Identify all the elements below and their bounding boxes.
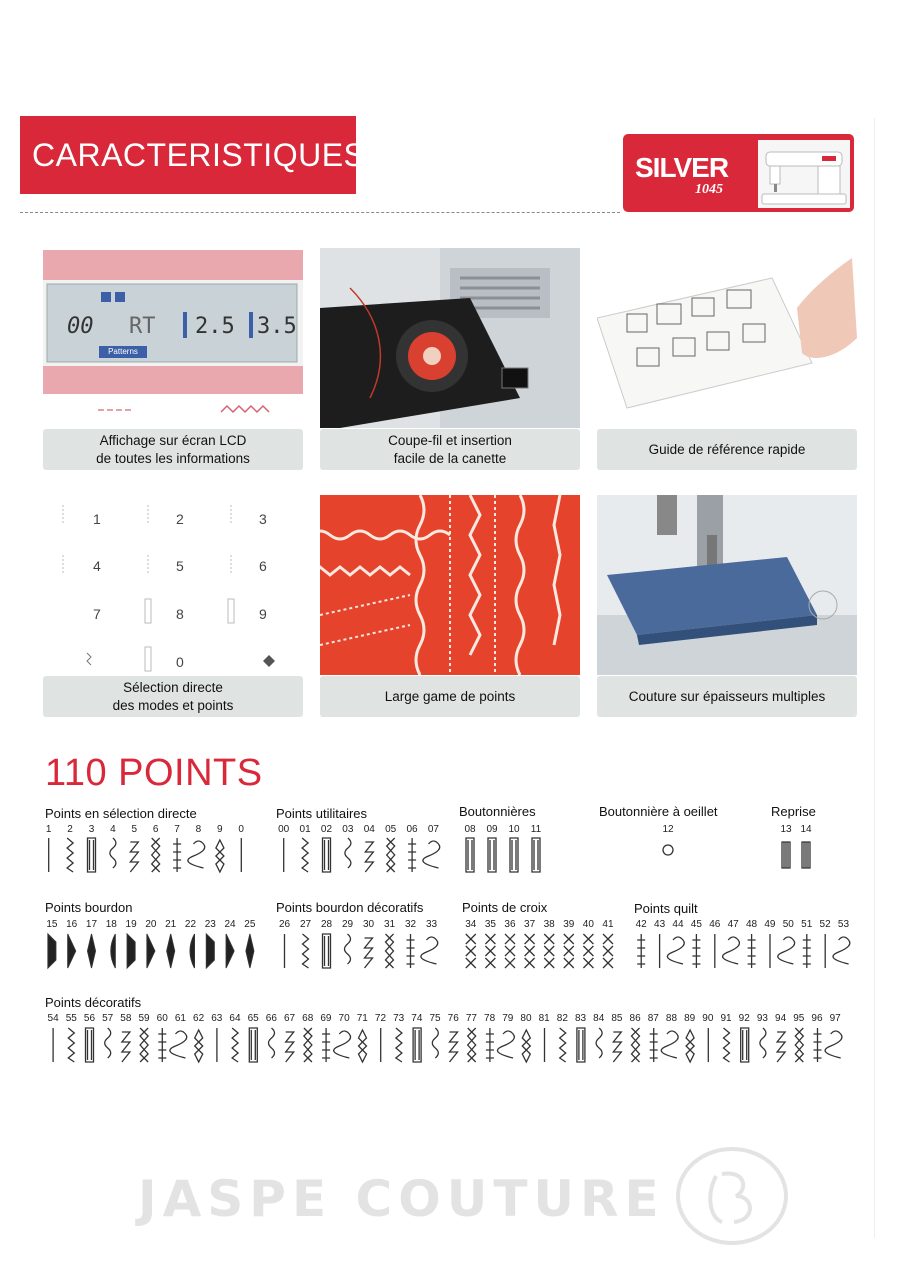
stitch-pattern-53-icon — [833, 937, 850, 964]
stitch-pattern-84-icon — [596, 1028, 602, 1058]
stitch-pattern-93-icon — [760, 1028, 766, 1058]
stitch-number: 53 — [837, 919, 850, 930]
stitch-number: 15 — [46, 919, 58, 930]
stitch-pattern-3-icon — [88, 838, 96, 872]
brand-name: SILVER — [635, 152, 729, 183]
feature-caption — [43, 676, 303, 717]
stitch-pattern-57-icon — [105, 1028, 111, 1058]
stitch-number: 36 — [504, 919, 516, 930]
stitch-number: 35 — [484, 919, 496, 930]
stitch-number: 6 — [152, 824, 159, 835]
stitch-number: 66 — [265, 1013, 277, 1024]
stitch-number: 45 — [690, 919, 702, 930]
stitch-pattern-51-icon — [803, 934, 811, 968]
stitch-pattern-03-icon — [345, 838, 351, 868]
stitch-number: 83 — [574, 1013, 587, 1024]
stitch-pattern-86-icon — [632, 1028, 640, 1062]
stitch-pattern-67-icon — [286, 1032, 294, 1062]
stitch-number: 38 — [543, 919, 555, 930]
stitch-number: 16 — [66, 919, 78, 930]
stitch-number: 22 — [184, 919, 197, 930]
numbers-eyelet — [657, 824, 679, 835]
lcd-width: 3.5 — [257, 314, 297, 339]
stitch-pattern-14-icon — [802, 842, 810, 868]
stitch-pattern-06-icon — [408, 838, 416, 872]
group-label-decorative: Points décoratifs — [45, 995, 142, 1010]
stitch-pattern-7-icon — [173, 838, 181, 872]
stitch-pattern-65-icon — [249, 1028, 257, 1062]
caption-line: facile de la canette — [393, 450, 507, 466]
stitch-pattern-70-icon — [334, 1031, 351, 1058]
sewing-machine-icon — [758, 140, 850, 208]
stitch-pattern-23-icon — [206, 934, 214, 968]
stitch-number: 56 — [83, 1013, 96, 1024]
stitch-pattern-42-icon — [637, 934, 645, 968]
keypad-stitch-icons — [43, 495, 303, 675]
stitch-pattern-94-icon — [777, 1032, 785, 1062]
stitch-pattern-45-icon — [692, 934, 700, 968]
group-label-eyelet: Boutonnière à oeillet — [599, 804, 718, 819]
stitch-number: 70 — [338, 1013, 350, 1024]
stitch-pattern-92-icon — [741, 1028, 749, 1062]
key-5: 5 — [176, 558, 184, 574]
brand-model: 1045 — [695, 182, 723, 197]
stitch-number: 51 — [801, 919, 813, 930]
stitch-number: 44 — [672, 919, 684, 930]
stitch-pattern-9-icon — [216, 840, 224, 872]
stitch-number: 68 — [302, 1013, 314, 1024]
stitch-number: 79 — [502, 1013, 514, 1024]
stitch-pattern-28-icon — [323, 934, 331, 968]
stitch-pattern-78-icon — [486, 1028, 494, 1062]
stitch-pattern-38-icon — [544, 934, 554, 968]
stitch-number: 74 — [411, 1013, 423, 1024]
stitch-pattern-32-icon — [407, 934, 415, 968]
stitch-pattern-17-icon — [88, 934, 96, 968]
stitch-pattern-44-icon — [667, 937, 684, 964]
stitch-number: 88 — [665, 1013, 678, 1024]
stitch-fabric-photo — [320, 495, 580, 675]
stitch-number: 48 — [745, 919, 758, 930]
stitch-pattern-34-icon — [466, 934, 476, 968]
stitch-pattern-88-icon — [661, 1031, 678, 1058]
stitches-quilt — [632, 932, 853, 975]
stitch-pattern-48-icon — [748, 934, 756, 968]
stitch-number: 2 — [67, 824, 73, 835]
stitch-pattern-24-icon — [226, 934, 234, 968]
group-label-satin: Points bourdon — [45, 900, 133, 915]
stitches-buttonholes — [459, 836, 547, 879]
stitch-pattern-60-icon — [158, 1028, 166, 1062]
stitch-number: 25 — [244, 919, 256, 930]
stitch-number: 57 — [102, 1013, 114, 1024]
caption-line: Large game de points — [384, 688, 516, 704]
stitch-pattern-35-icon — [485, 934, 495, 968]
feature-caption — [320, 676, 580, 717]
caption-line: Guide de référence rapide — [648, 441, 806, 457]
key-2: 2 — [176, 511, 184, 527]
stitches-direct — [38, 836, 252, 879]
stitch-number: 01 — [299, 824, 311, 835]
numbers-satin — [42, 919, 260, 930]
stitch-number: 92 — [738, 1013, 750, 1024]
stitch-pattern-07-icon — [423, 841, 440, 868]
stitch-number: 89 — [684, 1013, 696, 1024]
stitch-number: 49 — [764, 919, 776, 930]
stitches-eyelet — [657, 836, 679, 879]
key-3: 3 — [259, 511, 267, 527]
keypad-photo — [43, 495, 303, 675]
stitch-pattern-73-icon — [396, 1028, 402, 1062]
stitch-number: 94 — [775, 1013, 787, 1024]
key-1: 1 — [93, 511, 101, 527]
stitch-number: 14 — [800, 824, 812, 835]
stitch-number: 31 — [383, 919, 396, 930]
stitch-pattern-62-icon — [195, 1030, 203, 1062]
stitch-number: 81 — [538, 1013, 550, 1024]
stitch-pattern-22-icon — [190, 934, 195, 968]
stitch-number: 69 — [320, 1013, 332, 1024]
stitch-pattern-36-icon — [505, 934, 515, 968]
stitch-pattern-91-icon — [724, 1028, 730, 1062]
stitches-satin — [42, 932, 260, 975]
group-label-satin-deco: Points bourdon décoratifs — [276, 900, 424, 915]
caption-line: des modes et points — [112, 697, 234, 713]
stitch-number: 30 — [362, 919, 375, 930]
stitch-number: 21 — [165, 919, 177, 930]
stitch-pattern-96-icon — [814, 1028, 822, 1062]
stitch-number: 84 — [593, 1013, 605, 1024]
stitch-number: 78 — [484, 1013, 496, 1024]
stitches-satin-deco — [274, 932, 442, 975]
stitch-number: 55 — [65, 1013, 77, 1024]
stitch-pattern-82-icon — [560, 1028, 566, 1062]
stitch-pattern-29-icon — [345, 934, 351, 964]
stitch-number: 41 — [602, 919, 614, 930]
stitch-pattern-59-icon — [140, 1028, 148, 1062]
numbers-buttonholes — [459, 824, 547, 835]
stitch-number: 02 — [320, 824, 333, 835]
feature-caption — [43, 429, 303, 470]
stitch-number: 90 — [702, 1013, 714, 1024]
stitch-number: 37 — [524, 919, 536, 930]
stitch-pattern-95-icon — [795, 1028, 803, 1062]
stitch-number: 58 — [120, 1013, 132, 1024]
stitch-number: 80 — [520, 1013, 532, 1024]
numbers-cross — [461, 919, 618, 930]
caption-line: Affichage sur écran LCD — [99, 432, 247, 448]
stitch-pattern-89-icon — [686, 1030, 694, 1062]
lcd-length: 2.5 — [195, 314, 235, 339]
stitch-pattern-37-icon — [525, 934, 535, 968]
group-label-utility: Points utilitaires — [276, 806, 368, 821]
jaspe-couture-logo-icon — [676, 1146, 788, 1246]
key-0: 0 — [176, 654, 184, 670]
stitch-number: 61 — [174, 1013, 186, 1024]
stitch-number: 26 — [278, 919, 291, 930]
stitch-number: 40 — [582, 919, 594, 930]
stitch-number: 76 — [447, 1013, 459, 1024]
stitch-pattern-33-icon — [421, 937, 438, 964]
stitch-number: 43 — [654, 919, 666, 930]
stitch-number: 27 — [299, 919, 312, 930]
stitch-number: 3 — [88, 824, 95, 835]
stitch-number: 33 — [425, 919, 438, 930]
stitch-number: 05 — [385, 824, 397, 835]
stitch-pattern-05-icon — [387, 838, 395, 872]
stitch-pattern-01-icon — [302, 838, 308, 872]
stitch-pattern-12-icon — [663, 845, 673, 855]
stitch-number: 60 — [156, 1013, 168, 1024]
stitch-number: 96 — [811, 1013, 823, 1024]
stitch-pattern-20-icon — [147, 934, 155, 968]
stitch-number: 62 — [193, 1013, 205, 1024]
denim-photo — [597, 495, 857, 675]
stitch-number: 11 — [530, 824, 542, 835]
stitch-number: 77 — [465, 1013, 477, 1024]
stitch-pattern-30-icon — [365, 938, 373, 968]
stitch-number: 65 — [247, 1013, 259, 1024]
stitch-number: 82 — [556, 1013, 568, 1024]
stitch-pattern-76-icon — [450, 1032, 458, 1062]
feature-caption — [320, 429, 580, 470]
stitch-pattern-55-icon — [68, 1028, 74, 1062]
feature-caption — [597, 429, 857, 470]
key-7: 7 — [93, 606, 101, 622]
key-6: 6 — [259, 558, 267, 574]
stitch-pattern-6-icon — [152, 838, 160, 872]
stitches-utility — [273, 836, 445, 879]
stitch-pattern-10-icon — [510, 838, 518, 872]
stitch-pattern-41-icon — [603, 934, 613, 968]
numbers-satin-deco — [274, 919, 442, 930]
caption-line: Sélection directe — [123, 679, 223, 695]
stitch-number: 47 — [727, 919, 739, 930]
stitch-number: 24 — [224, 919, 236, 930]
numbers-quilt — [632, 919, 853, 930]
points-title: 110 POINTS — [45, 752, 263, 794]
stitch-number: 13 — [780, 824, 792, 835]
page-title: CARACTERISTIQUES — [20, 116, 356, 194]
stitch-pattern-61-icon — [170, 1031, 187, 1058]
page-edge — [874, 118, 875, 1238]
stitch-pattern-8-icon — [188, 841, 205, 868]
stitch-number: 7 — [174, 824, 180, 835]
stitch-pattern-11-icon — [532, 838, 540, 872]
stitch-pattern-56-icon — [86, 1028, 94, 1062]
stitch-pattern-74-icon — [413, 1028, 421, 1062]
stitch-number: 06 — [406, 824, 418, 835]
stitch-pattern-09-icon — [488, 838, 496, 872]
stitch-number: 75 — [429, 1013, 441, 1024]
stitch-number: 46 — [709, 919, 721, 930]
numbers-direct — [38, 824, 252, 835]
stitch-pattern-31-icon — [386, 934, 394, 968]
dashed-divider — [20, 212, 620, 213]
stitch-pattern-75-icon — [432, 1028, 438, 1058]
group-label-direct: Points en sélection directe — [45, 806, 197, 821]
stitch-number: 87 — [647, 1013, 659, 1024]
stitch-number: 0 — [238, 824, 244, 835]
stitch-pattern-25-icon — [246, 934, 254, 968]
stitch-number: 63 — [211, 1013, 223, 1024]
stitch-pattern-80-icon — [522, 1030, 530, 1062]
stitch-pattern-02-icon — [323, 838, 331, 872]
stitch-pattern-64-icon — [232, 1028, 238, 1062]
stitch-number: 97 — [829, 1013, 841, 1024]
numbers-utility — [273, 824, 444, 835]
stitch-pattern-13-icon — [782, 842, 790, 868]
group-label-quilt: Points quilt — [634, 901, 698, 916]
stitch-pattern-69-icon — [322, 1028, 330, 1062]
stitch-pattern-97-icon — [825, 1031, 842, 1058]
stitch-pattern-87-icon — [650, 1028, 658, 1062]
key-8: 8 — [176, 606, 184, 622]
lcd-photo — [43, 248, 303, 428]
stitch-number: 32 — [404, 919, 417, 930]
stitch-pattern-4-icon — [110, 838, 116, 868]
stitch-pattern-08-icon — [466, 838, 474, 872]
stitches-cross — [461, 932, 618, 975]
stitch-number: 86 — [629, 1013, 641, 1024]
stitch-pattern-79-icon — [497, 1031, 514, 1058]
stitch-number: 5 — [131, 824, 138, 835]
stitch-number: 18 — [105, 919, 117, 930]
stitch-number: 4 — [110, 824, 116, 835]
stitch-pattern-85-icon — [613, 1032, 621, 1062]
stitch-number: 95 — [793, 1013, 805, 1024]
stitch-number: 09 — [486, 824, 498, 835]
caption-line: Coupe-fil et insertion — [388, 432, 512, 448]
stitch-number: 52 — [819, 919, 831, 930]
stitch-number: 39 — [563, 919, 575, 930]
stitch-number: 73 — [393, 1013, 405, 1024]
stitch-number: 50 — [782, 919, 794, 930]
stitch-number: 17 — [85, 919, 98, 930]
group-label-buttonholes: Boutonnières — [459, 804, 536, 819]
stitch-pattern-58-icon — [122, 1032, 130, 1062]
caption-line: de toutes les informations — [96, 450, 250, 466]
watermark-text: JASPE COUTURE — [138, 1170, 665, 1228]
stitch-pattern-40-icon — [583, 934, 593, 968]
stitch-pattern-04-icon — [365, 842, 373, 872]
stitch-pattern-15-icon — [48, 934, 56, 968]
feature-caption — [597, 676, 857, 717]
bobbin-photo — [320, 248, 580, 428]
stitch-pattern-2-icon — [67, 838, 73, 872]
stitch-number: 10 — [508, 824, 520, 835]
numbers-darning — [776, 824, 816, 835]
stitch-number: 42 — [635, 919, 647, 930]
stitch-number: 23 — [204, 919, 216, 930]
lcd-patterns-button: Patterns — [108, 347, 138, 356]
stitch-pattern-16-icon — [68, 934, 76, 968]
stitch-number: 64 — [229, 1013, 241, 1024]
stitch-pattern-77-icon — [468, 1028, 476, 1062]
numbers-decorative — [44, 1013, 844, 1024]
stitch-number: 00 — [278, 824, 290, 835]
stitch-number: 85 — [611, 1013, 623, 1024]
brand-badge — [623, 134, 854, 212]
key-4: 4 — [93, 558, 101, 574]
stitch-pattern-21-icon — [167, 934, 175, 968]
stitch-number: 8 — [195, 824, 202, 835]
stitch-pattern-39-icon — [564, 934, 574, 968]
stitch-number: 9 — [217, 824, 223, 835]
stitch-number: 34 — [465, 919, 477, 930]
stitch-pattern-71-icon — [359, 1030, 367, 1062]
stitch-number: 72 — [374, 1013, 387, 1024]
stitch-pattern-19-icon — [127, 934, 135, 968]
stitch-number: 67 — [283, 1013, 296, 1024]
lcd-mode: RT — [129, 314, 156, 339]
stitch-number: 19 — [125, 919, 137, 930]
stitch-number: 71 — [356, 1013, 368, 1024]
stitch-number: 93 — [756, 1013, 768, 1024]
stitch-pattern-50-icon — [778, 937, 795, 964]
stitch-pattern-47-icon — [723, 937, 740, 964]
caption-line: Couture sur épaisseurs multiples — [628, 688, 826, 704]
stitch-number: 20 — [145, 919, 157, 930]
stitch-pattern-66-icon — [269, 1028, 275, 1058]
stitch-number: 1 — [45, 824, 52, 835]
stitch-number: 29 — [341, 919, 354, 930]
group-label-darning: Reprise — [771, 804, 816, 819]
stitch-number: 04 — [363, 824, 375, 835]
stitch-number: 91 — [720, 1013, 732, 1024]
stitch-number: 03 — [342, 824, 354, 835]
group-label-cross: Points de croix — [462, 900, 548, 915]
stitch-pattern-5-icon — [130, 842, 138, 872]
stitch-number: 59 — [138, 1013, 150, 1024]
stitch-pattern-68-icon — [304, 1028, 312, 1062]
key-9: 9 — [259, 606, 267, 622]
stitch-number: 08 — [464, 824, 476, 835]
stitch-number: 07 — [427, 824, 439, 835]
lcd-stitch-number: 00 — [67, 314, 94, 339]
stitch-pattern-27-icon — [303, 934, 309, 968]
stitch-number: 28 — [320, 919, 333, 930]
stitch-number: 54 — [47, 1013, 59, 1024]
stitches-darning — [776, 836, 816, 879]
stitch-pattern-18-icon — [111, 934, 116, 968]
stitches-decorative — [44, 1026, 845, 1069]
guide-photo — [597, 248, 857, 428]
stitch-number: 12 — [662, 824, 674, 835]
stitch-pattern-83-icon — [577, 1028, 585, 1062]
